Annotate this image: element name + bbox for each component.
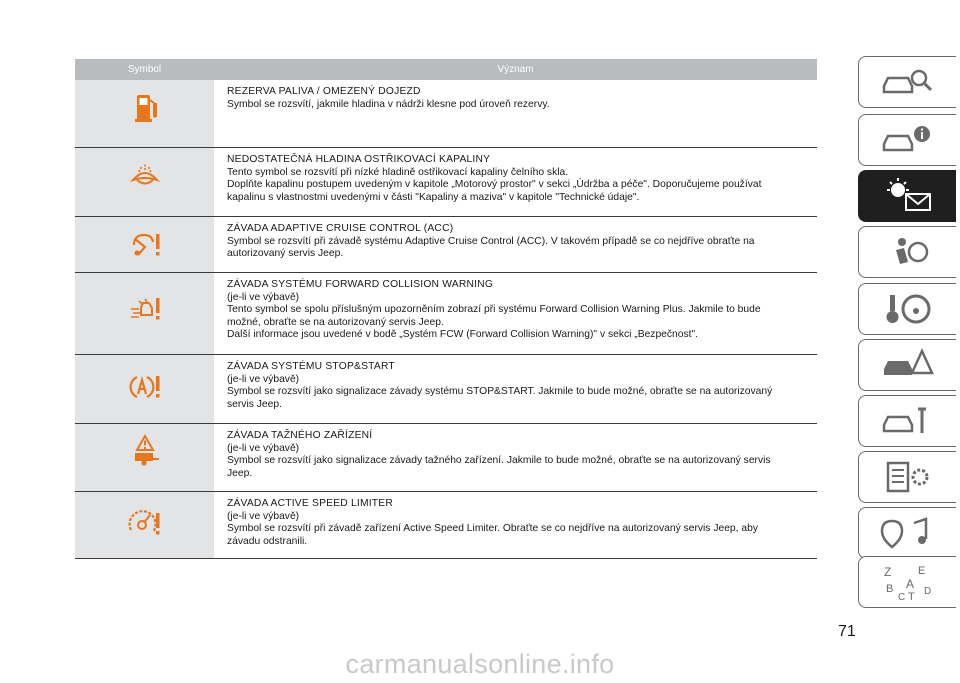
table-row: [75, 80, 817, 148]
index-letter: Z: [883, 565, 891, 579]
chapter-tab-car-search[interactable]: [858, 56, 956, 108]
car-info-icon: [878, 120, 938, 160]
row-text: (je-li ve výbavě): [227, 291, 300, 303]
table-row: [75, 492, 817, 559]
row-text: kapalinu s vlastnostmi uvedenými v části "Kapaliny a maziva" v kapitole "Technické údaje".: [227, 191, 640, 203]
row-title: ZÁVADA ACTIVE SPEED LIMITER: [227, 498, 393, 509]
index-letter: B: [885, 583, 893, 595]
row-text: Symbol se rozsvítí jako signalizace závady systému STOP&START. Jakmile to bude možné, obraťte se na autorizovaný: [227, 386, 773, 398]
row-text: (je-li ve výbavě): [227, 442, 300, 454]
chapter-tab-specs[interactable]: [858, 451, 956, 503]
chapter-tab-driving[interactable]: [858, 283, 956, 335]
chapter-tab-service[interactable]: [858, 395, 956, 447]
index-letter: T: [907, 591, 915, 602]
row-title: REZERVA PALIVA / OMEZENÝ DOJEZD: [227, 86, 421, 97]
spec-sheet-gear-icon: [878, 457, 938, 497]
warning-lights-table: [75, 59, 817, 559]
page-number: 71: [838, 623, 856, 640]
multimedia-icon: [878, 513, 938, 553]
header-symbol: Symbol: [127, 64, 162, 75]
fuel-pump-icon: [125, 88, 165, 128]
warning-light-message-icon: [878, 176, 938, 216]
row-title: NEDOSTATEČNÁ HLADINA OSTŘIKOVACÍ KAPALINY: [227, 154, 491, 165]
row-title: ZÁVADA SYSTÉMU STOP&START: [227, 361, 395, 372]
chapter-tab-car-info[interactable]: [858, 114, 956, 166]
chapter-tab-index[interactable]: [858, 556, 956, 608]
header-meaning: Význam: [497, 64, 534, 75]
row-text: možné, obraťte se na autorizovaný servis Jeep.: [227, 316, 444, 328]
chapter-tab-multimedia[interactable]: [858, 507, 956, 559]
trailer-hitch-failure-icon: [125, 432, 165, 472]
row-text: Symbol se rozsvítí při závadě zařízení Active Speed Limiter. Obraťte se co nejdříve na autorizovaný servis Jeep, aby: [227, 523, 758, 535]
car-wrench-icon: [878, 401, 938, 441]
table-row: [75, 355, 817, 424]
row-text: Další informace jsou uvedené v bodě „Systém FCW (Forward Collision Warning)" v sekci „Bezpečnost".: [227, 329, 699, 341]
chapter-tab-safety[interactable]: [858, 226, 956, 278]
acc-failure-icon: [125, 225, 165, 265]
car-search-icon: [878, 62, 938, 102]
speed-limiter-failure-icon: [125, 504, 165, 544]
index-letter: A: [905, 577, 914, 591]
row-text: Tento symbol se rozsvítí při nízké hladině ostřikovací kapaliny čelního skla.: [227, 166, 569, 178]
start-stop-failure-icon: [125, 367, 165, 407]
car-emergency-icon: [878, 345, 938, 385]
row-text: autorizovaný servis Jeep.: [227, 248, 344, 260]
row-text: Doplňte kapalinu postupem uvedeným v kapitole „Motorový prostor" v sekci „Údržba a péče". Doporučujeme používat: [227, 179, 762, 191]
washer-fluid-icon: [125, 156, 165, 196]
alphabetical-index-icon: [878, 562, 938, 602]
airbag-safety-icon: [878, 232, 938, 272]
row-text: (je-li ve výbavě): [227, 373, 300, 385]
fcw-failure-icon: [125, 289, 165, 329]
key-steering-wheel-icon: [878, 289, 938, 329]
row-title: ZÁVADA ADAPTIVE CRUISE CONTROL (ACC): [227, 223, 454, 234]
row-text: Symbol se rozsvítí jako signalizace závady tažného zařízení. Jakmile to bude možné, obraťte se na autorizovaný servis: [227, 455, 771, 467]
row-title: ZÁVADA SYSTÉMU FORWARD COLLISION WARNING: [227, 279, 494, 290]
chapter-tab-emergency[interactable]: [858, 339, 956, 391]
index-letter: C: [897, 592, 905, 602]
row-text: Jeep.: [227, 467, 253, 479]
table-row: [75, 424, 817, 492]
row-text: závadu odstranili.: [227, 535, 308, 547]
row-text: Symbol se rozsvítí při závadě systému Adaptive Cruise Control (ACC). V takovém případě se co nejdříve obraťte na: [227, 235, 755, 247]
row-text: (je-li ve výbavě): [227, 510, 300, 522]
index-letter: D: [923, 586, 931, 597]
table-row: [75, 148, 817, 217]
table-row: [75, 217, 817, 273]
row-text: Symbol se rozsvítí, jakmile hladina v nádrži klesne pod úroveň rezervy.: [227, 98, 550, 110]
chapter-tab-warning-lights[interactable]: [858, 170, 956, 222]
table-header: [75, 59, 817, 80]
row-text: servis Jeep.: [227, 398, 282, 410]
table-row: [75, 273, 817, 355]
row-title: ZÁVADA TAŽNÉHO ZAŘÍZENÍ: [227, 430, 373, 441]
row-text: Tento symbol se spolu příslušným upozorněním zobrazí při systému Forward Collision Warning Plus. Jakmile to bude: [227, 304, 761, 316]
watermark: carmanualsonline.info: [345, 649, 615, 679]
index-letter: E: [917, 565, 925, 577]
